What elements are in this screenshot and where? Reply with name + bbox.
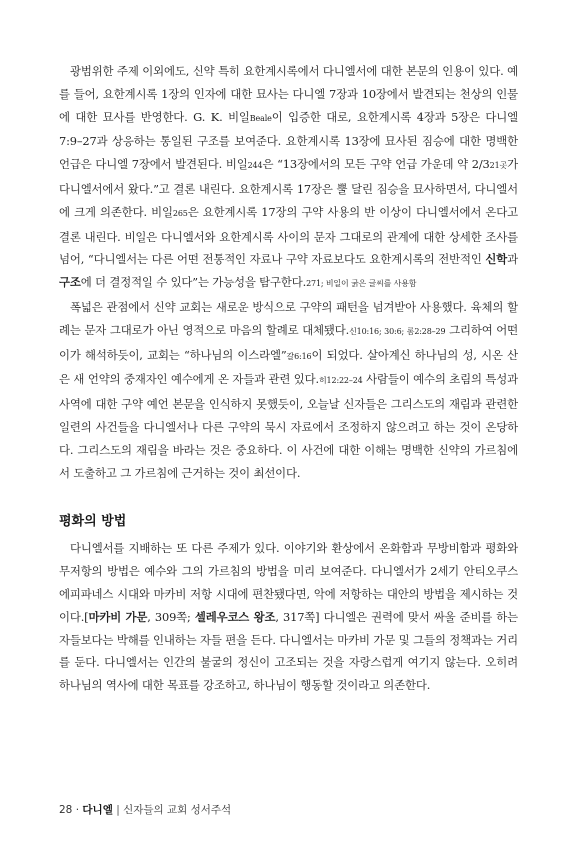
paragraph-new-testament-church [59, 296, 518, 484]
author-name-english: Beale [249, 113, 272, 123]
page-reference: 265 [172, 208, 188, 218]
paragraph-way-of-peace [59, 537, 518, 697]
text-run: 가 다니엘서에서 왔다.”고 결론 내린다. 요한계시록 17장은 뿔 달린 짐승을 묘사하면서, 다니엘서에 크게 의존한다. 비일 [59, 157, 518, 219]
scripture-reference: 신10:16; 30:6; 롬2:28–29 [349, 326, 446, 336]
page-reference: 271; 비일이 굵은 글씨를 사용함 [306, 279, 417, 289]
book-title: 다니엘 [82, 804, 113, 816]
scripture-reference: 갈6:16 [286, 351, 312, 361]
footer-dot: · [75, 804, 80, 816]
text-run: 사람들이 예수의 초림의 특성과 사역에 대한 구약 예언 본문을 인식하지 못했듯이, 오늘날 신자들은 그리스도의 재림과 관련한 일련의 사건들을 다니엘서나 다른 구약의 묵시 자료에서 조정하지 않으려고 하는 것이 온당하다. 그리스도의 재림을 바라는 것은 중요하다. 이 사건에 대한 이해는 명백한 신약의 가르침에서 도출하고 그 가르침에 근거하는 것이 최선이다. [59, 372, 518, 480]
text-run: 은 요한계시록 17장의 구약 사용의 반 이상이 다니엘서에서 온다고 결론 내린다. 비일은 다니엘서와 요한계시록 사이의 문자 그대로의 관계에 대한 상세한 조사를 넘어, “다니엘서는 다른 어떤 전통적인 자료나 구약 자료보다도 요한계시록의 전반적인 [59, 204, 518, 267]
text-run: 과 [507, 252, 518, 267]
count-reference: 21곳 [489, 161, 508, 171]
page-number: 28 [59, 804, 73, 816]
page-footer [59, 802, 231, 817]
bold-cross-reference: 셀레우코스 왕조 [194, 609, 276, 624]
text-run: 은 “13장에서의 모든 구약 언급 가운데 약 2/3 [262, 157, 490, 172]
footer-separator: | [116, 804, 120, 816]
bold-term: 신학 [485, 252, 508, 267]
text-run: 에 더 결정적일 수 있다”는 가능성을 탐구한다. [80, 275, 307, 290]
text-run: 이 입증한 대로, 요한계시록 4장과 5장은 다니엘 7:9–27과 상응하는 통일된 구조를 보여준다. 요한계시록 13장에 묘사된 짐승에 대한 명백한 언급은 다니엘 7장에서 발견된다. 비일 [59, 109, 518, 172]
text-run: 이 되었다. 살아계신 하나님의 성, 시온 산은 새 언약의 중재자인 예수에게 온 자들과 관련 있다. [59, 347, 519, 387]
scripture-reference: 히12:22–24 [318, 376, 363, 386]
page-reference: 244 [247, 161, 263, 171]
text-run: 폭넓은 관점에서 신약 교회는 새로운 방식으로 구약의 패턴을 넘겨받아 사용했다. 육체의 할례는 문자 그대로가 아닌 영적으로 마음의 할례로 대체됐다. [59, 299, 518, 337]
text-run: , 309쪽; [147, 609, 195, 624]
series-title: 신자들의 교회 성서주석 [123, 804, 232, 816]
bold-cross-reference: 마카비 가문 [88, 609, 148, 624]
text-run: , 317쪽] 다니엘은 권력에 맞서 싸울 준비를 하는 자들보다는 박해를 인내하는 자들 편을 든다. 다니엘서는 마카비 가문 및 그들의 정책과는 거리를 둔다. 다니엘서는 인간의 불굴의 정신이 고조되는 것을 자랑스럽게 여기지 않는다. 오히려 하나님의 역사에 대한 목표를 강조하고, 하나님이 행동할 것이라고 의존한다. [59, 609, 519, 693]
section-heading: 평화의 방법 [59, 514, 127, 530]
text-run: 다니엘서를 지배하는 또 다른 주제가 있다. 이야기와 환상에서 온화함과 무방비함과 평화와 무저항의 방법은 예수와 그의 가르침의 방법을 미리 보여준다. 다니엘서가 2세기 안티오쿠스 에피파네스 시대와 마카비 저항 시대에 편찬됐다면, 악에 저항하는 대안의 방법을 제시하는 것이다.[ [59, 541, 518, 624]
paragraph-revelation-citations [59, 60, 518, 296]
bold-term: 구조 [59, 275, 81, 290]
page-content [59, 60, 518, 697]
text-run: 그리하여 어떤 이가 해석하듯이, 교회는 “하나님의 이스라엘” [59, 322, 519, 362]
text-run: 광범위한 주제 이외에도, 신약 특히 요한계시록에서 다니엘서에 대한 본문의 인용이 있다. 예를 들어, 요한계시록 1장의 인자에 대한 묘사는 다니엘 7장과 10장에서 발견되는 천상의 인물에 대한 묘사를 반영한다. G. K. 비일 [59, 64, 518, 124]
